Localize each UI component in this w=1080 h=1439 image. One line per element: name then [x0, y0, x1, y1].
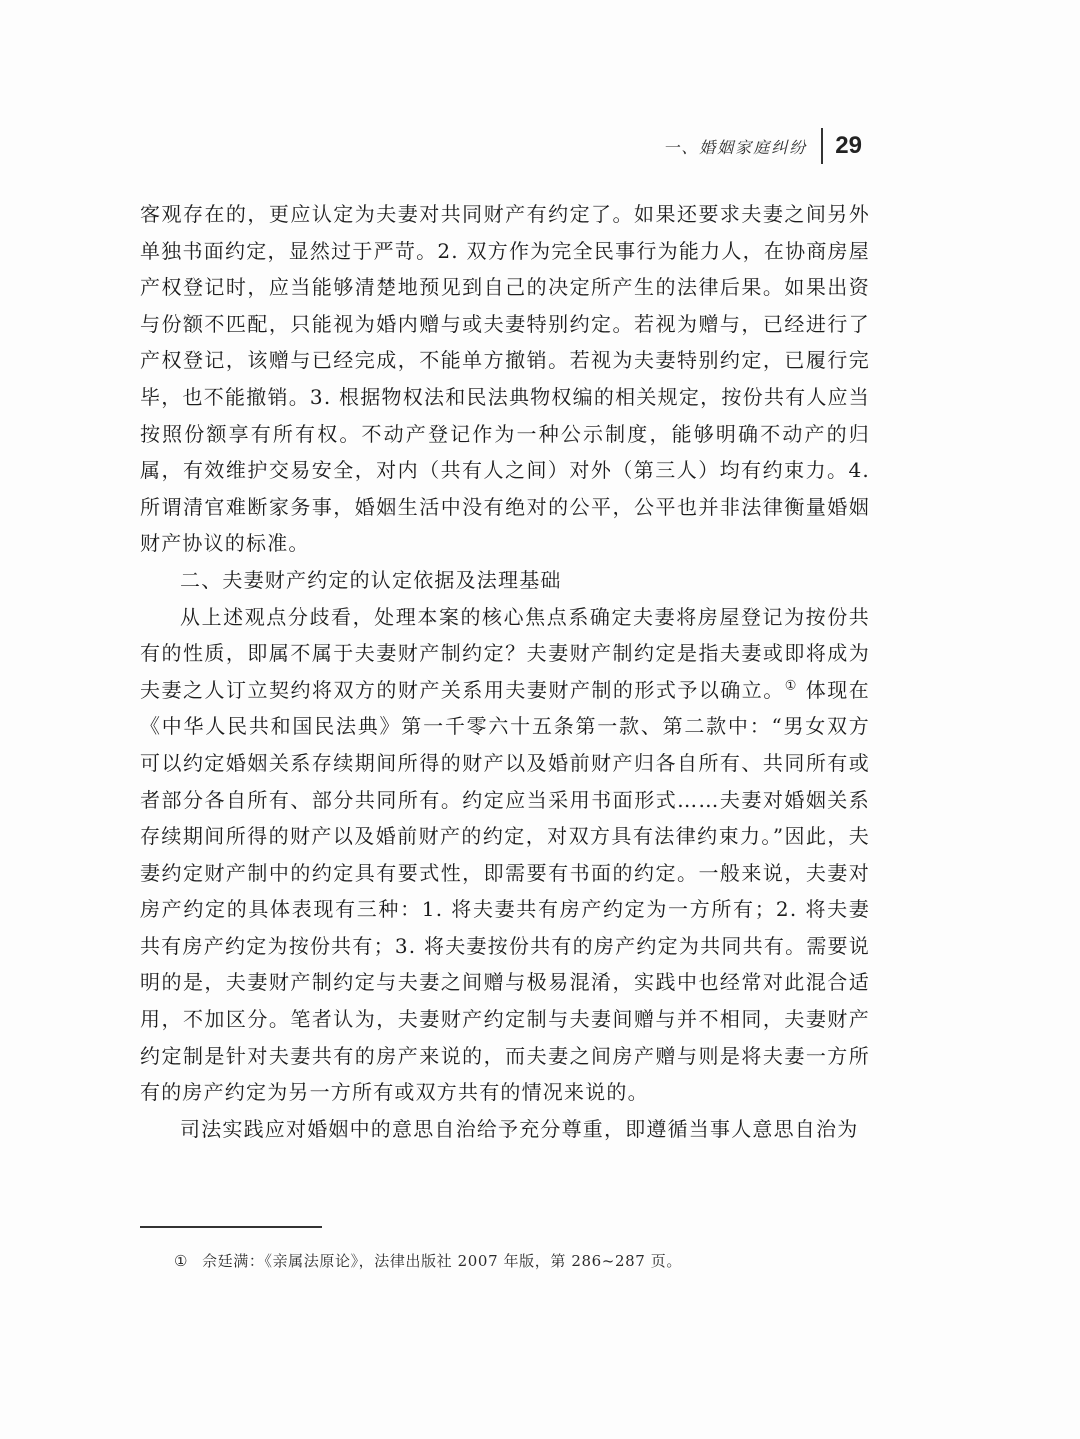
paragraph-analysis-part1: 从上述观点分歧看，处理本案的核心焦点系确定夫妻将房屋登记为按份共有的性质，即属不属于夫妻财产制约定？夫妻财产制约定是指夫妻或即将成为夫妻之人订立契约将双方的财产关系用夫妻财产制的形式予以确立。: [140, 604, 870, 702]
section-heading: 二、夫妻财产约定的认定依据及法理基础: [180, 567, 562, 592]
paragraph-judicial-practice: 司法实践应对婚姻中的意思自治给予充分尊重，即遵循当事人意思自治为: [180, 1116, 859, 1141]
running-header: [663, 126, 862, 166]
footnote-reference[interactable]: ①: [784, 678, 798, 694]
paragraph-continued: 客观存在的，更应认定为夫妻对共同财产有约定了。如果还要求夫妻之间另外单独书面约定，显然过于严苛。2. 双方作为完全民事行为能力人，在协商房屋产权登记时，应当能够清楚地预见到自己的决定所产生的法律后果。如果出资与份额不匹配，只能视为婚内赠与或夫妻特别约定。若视为赠与，已经进行了产权登记，该赠与已经完成，不能单方撤销。若视为夫妻特别约定，已履行完毕，也不能撤销。3. 根据物权法和民法典物权编的相关规定，按份共有人应当按照份额享有所有权。不动产登记作为一种公示制度，能够明确不动产的归属，有效维护交易安全，对内（共有人之间）对外（第三人）均有约束力。4. 所谓清官难断家务事，婚姻生活中没有绝对的公平，公平也并非法律衡量婚姻财产协议的标准。: [140, 202, 870, 556]
footnote-mark: ①: [174, 1252, 189, 1270]
footnote-text: 佘廷满：《亲属法原论》，法律出版社 2007 年版，第 286~287 页。: [202, 1252, 682, 1270]
chapter-title: 一、婚姻家庭纠纷: [663, 137, 808, 157]
paragraph-analysis-part2: 体现在《中华人民共和国民法典》第一千零六十五条第一款、第二款中：“男女双方可以约定婚姻关系存续期间所得的财产以及婚前财产归各自所有、共同所有或者部分各自所有、部分共同所有。约定应当采用书面形式……夫妻对婚姻关系存续期间所得的财产以及婚前财产的约定，对双方具有法律约束力。”因此，夫妻约定财产制中的约定具有要式性，即需要有书面的约定。一般来说，夫妻对房产约定的具体表现有三种：1. 将夫妻共有房产约定为一方所有；2. 将夫妻共有房产约定为按份共有；3. 将夫妻按份共有的房产约定为共同共有。需要说明的是，夫妻财产制约定与夫妻之间赠与极易混淆，实践中也经常对此混合适用，不加区分。笔者认为，夫妻财产约定制与夫妻间赠与并不相同，夫妻财产约定制是针对夫妻共有的房产来说的，而夫妻之间房产赠与则是将夫妻一方所有的房产约定为另一方所有或双方共有的情况来说的。: [140, 677, 870, 1105]
footnote-divider: [140, 1226, 322, 1228]
body-text: [140, 196, 870, 1147]
footnote: [174, 1250, 682, 1271]
page-number: 29: [835, 132, 862, 159]
paragraph-analysis: [140, 599, 870, 1111]
